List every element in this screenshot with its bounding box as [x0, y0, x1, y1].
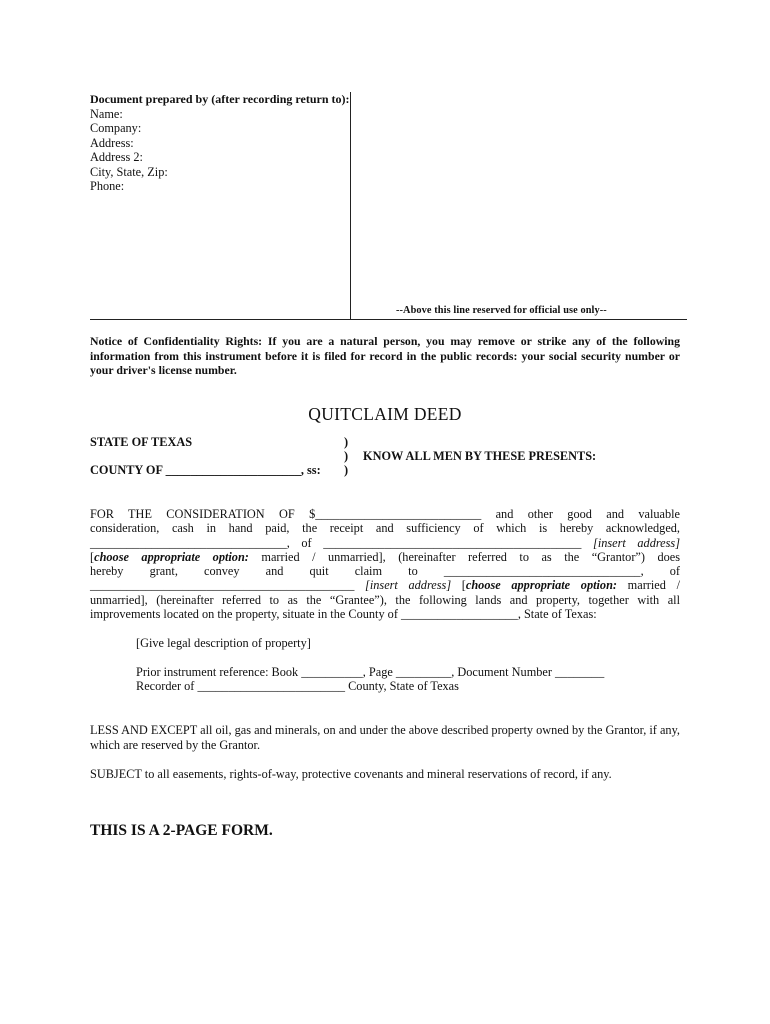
grantor-blank: ________________________________, of __________________________________________	[90, 535, 582, 550]
bracket: [	[90, 549, 95, 564]
consideration-line	[90, 536, 680, 550]
consideration-line: FOR THE CONSIDERATION OF $___________________________ and other good and valuable	[90, 507, 680, 521]
legal-description-placeholder: [Give legal description of property]	[136, 636, 311, 650]
state-label: STATE OF TEXAS	[90, 435, 193, 449]
venue-bracket: )	[344, 435, 349, 449]
consideration-line: unmarried], (hereinafter referred to as the “Grantee”), the following lands and property, together with all	[90, 592, 680, 607]
venue-bracket: )	[344, 449, 349, 463]
option-hint: choose appropriate option:	[465, 578, 618, 593]
two-page-form-note: THIS IS A 2-PAGE FORM.	[90, 822, 273, 839]
marital-status-grantee: married /	[617, 578, 680, 593]
venue-bracket: )	[344, 463, 349, 477]
phone-field-label: Phone:	[90, 179, 125, 193]
option-hint: choose appropriate option:	[94, 549, 249, 564]
city-state-zip-field-label: City, State, Zip:	[90, 164, 168, 179]
address2-field-label: Address 2:	[90, 150, 143, 164]
prepared-by-title: Document prepared by (after recording return to):	[90, 92, 350, 106]
company-field-label: Company:	[90, 121, 142, 135]
county-label: COUNTY OF ______________________, ss:	[90, 463, 321, 477]
official-use-note: --Above this line reserved for official use only--	[396, 305, 607, 316]
consideration-paragraph	[90, 507, 680, 621]
know-all-men-heading: KNOW ALL MEN BY THESE PRESENTS:	[363, 449, 597, 463]
recording-box-divider	[350, 92, 351, 319]
consideration-line: hereby grant, convey and quit claim to ________________________________, of	[90, 564, 680, 579]
recorder-line: Recorder of ________________________ County, State of Texas	[136, 679, 459, 693]
consideration-line: improvements located on the property, situate in the County of ___________________, State of Texas:	[90, 607, 597, 622]
insert-address-hint: [insert address]	[593, 535, 680, 550]
marital-status-grantor: married / unmarried], (hereinafter referred to as the “Grantor”) does	[248, 549, 680, 564]
document-title: QUITCLAIM DEED	[308, 404, 462, 424]
name-field-label: Name:	[90, 106, 123, 121]
consideration-line	[90, 550, 680, 564]
consideration-line	[90, 578, 680, 592]
confidentiality-notice: Notice of Confidentiality Rights: If you are a natural person, you may remove or strike any of the following information from this instrument before it is filed for record in the public records: your social security number or your driver's license number.	[90, 334, 680, 377]
subject-to-paragraph: SUBJECT to all easements, rights-of-way, protective covenants and mineral reservations of record, if any.	[90, 767, 612, 781]
less-and-except-paragraph: LESS AND EXCEPT all oil, gas and minerals, on and under the above described property owned by the Grantor, if any, which are reserved by the Grantor.	[90, 723, 680, 752]
preparer-block	[90, 92, 350, 194]
prior-instrument-reference: Prior instrument reference: Book __________, Page _________, Document Number ________	[136, 665, 605, 679]
bracket: [	[461, 578, 466, 593]
grantee-address-blank: ___________________________________________	[90, 578, 355, 593]
consideration-line: consideration, cash in hand paid, the receipt and sufficiency of which is hereby acknowledged,	[90, 521, 680, 536]
official-use-rule	[90, 319, 687, 320]
address-field-label: Address:	[90, 135, 134, 150]
insert-address-hint: [insert address]	[354, 578, 462, 593]
